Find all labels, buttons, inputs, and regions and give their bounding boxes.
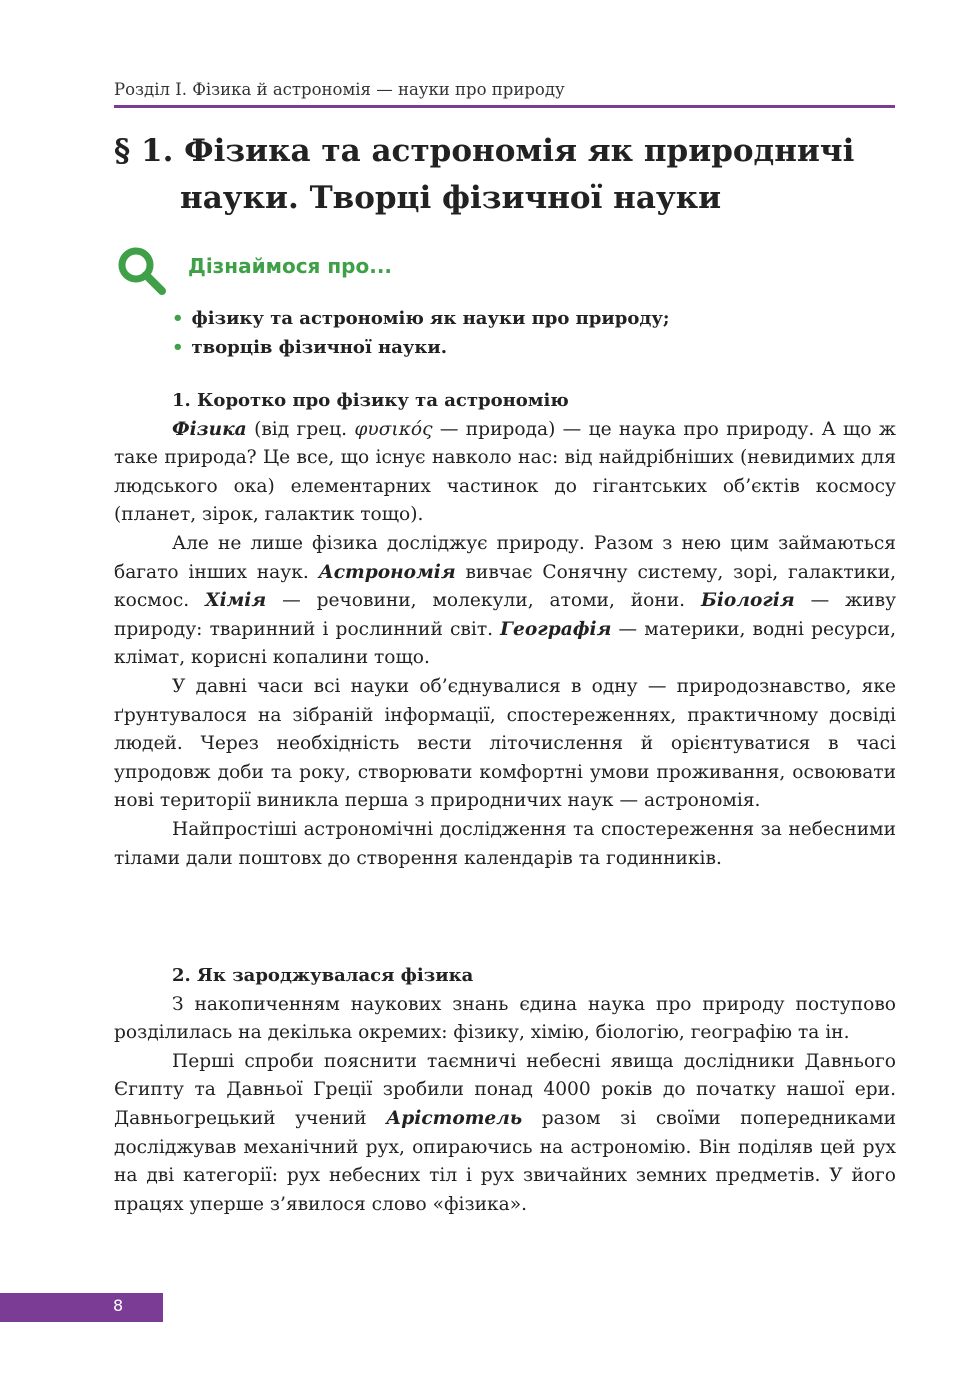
learn-heading: Дізнаймося про... — [188, 254, 393, 278]
header-divider — [114, 105, 895, 108]
paragraph — [114, 416, 896, 530]
learn-list — [172, 304, 669, 362]
running-header: Розділ І. Фізика й астрономія — науки про природу — [114, 80, 565, 99]
section-2 — [114, 962, 896, 1219]
paragraph: З накопиченням наукових знань єдина наука про природу поступово розділилась на декілька окремих: фізику, хімію, біологію, географію та ін. — [114, 993, 896, 1044]
term: Географія — [500, 618, 612, 640]
term: Фізика — [172, 418, 247, 440]
paragraph-text: — речовини, молекули, атоми, йони. — [266, 590, 701, 612]
paragraph — [114, 530, 896, 673]
footer-bar — [0, 1293, 163, 1322]
paragraph-text: — природа) — це наука про природу. А що ж таке природа? Це все, що існує навколо нас: від найдрібніших (невидимих для людського ока) елементарних частинок до гігантських об’єктів космосу (планет, зірок, галактик тощо). — [114, 418, 896, 526]
list-item — [172, 304, 669, 333]
paragraph-text: — материки, водні ресурси, клімат, корисні копалини тощо. — [114, 618, 896, 669]
magnifier-icon — [117, 246, 167, 296]
paragraph: Найпростіші астрономічні дослідження та спостереження за небесними тілами дали поштовх до створення календарів та годинників. — [114, 818, 896, 869]
paragraph-text: разом зі своїми попередниками досліджував механічний рух, опираючись на астрономію. Він поділяв цей рух на дві категорії: рух небесних тіл і рух звичайних земних предметів. У його працях уперше з’явилося слово «фізика». — [114, 1107, 896, 1215]
term: Хімія — [205, 590, 267, 612]
paragraph: У давні часи всі науки об’єднувалися в одну — природознавство, яке ґрунтувалося на зібраній інформації, спостереженнях, практичному досвіді людей. Через необхідність вести літочислення й орієнтуватися в часі упродовж доби та року, створювати комфортні умови проживання, освоювати нові території виникла перша з природничих наук — астрономія. — [114, 675, 896, 812]
list-item — [172, 333, 669, 362]
section-title — [114, 128, 904, 222]
paragraph-text: (від грец. — [246, 418, 355, 440]
paragraph-text: Перші спроби пояснити таємничі небесні явища дослідники Давнього Єгипту та Давньої Греції зробили понад 4000 років до початку нашої ери. Давньогрецький учений — [114, 1050, 896, 1129]
section-heading: 1. Коротко про фізику та астрономію — [172, 390, 569, 411]
paragraph — [114, 1048, 896, 1220]
page-number: 8 — [113, 1296, 124, 1315]
term: Біологія — [700, 590, 795, 612]
greek-word: φυσικός — [354, 418, 433, 440]
paragraph-text: вивчає Сонячну систему, зорі, галактики, космос. — [114, 561, 896, 612]
learn-item-text: фізику та астрономію як науки про природу; — [191, 308, 670, 329]
section-title-line-2: науки. Творці фізичної науки — [180, 180, 722, 216]
bullet-icon: • — [172, 337, 184, 358]
term: Арістотель — [386, 1107, 523, 1129]
paragraph-text: — живу природу: тваринний і рослинний світ. — [114, 590, 897, 640]
section-heading: 2. Як зароджувалася фізика — [172, 965, 474, 986]
learn-item-text: творців фізичної науки. — [191, 337, 448, 358]
section-1 — [114, 387, 896, 873]
section-title-line-1: § 1. Фізика та астрономія як природничі — [114, 133, 855, 169]
bullet-icon: • — [172, 308, 184, 329]
paragraph-text: Але не лише фізика досліджує природу. Разом з нею цим займаються багато інших наук. — [114, 532, 896, 583]
term: Астрономія — [318, 561, 456, 583]
